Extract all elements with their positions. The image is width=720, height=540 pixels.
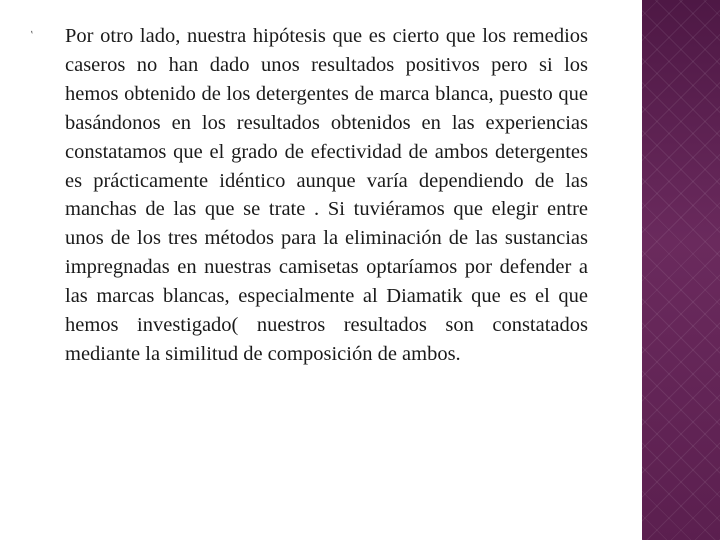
decorative-sidebar bbox=[642, 0, 720, 540]
body-paragraph: Por otro lado, nuestra hipótesis que es cierto que los remedios caseros no han dado unos resultados positivos pero si los hemos obtenido de los detergentes de marca blanca, puesto que basándonos en los resultados obtenidos en las experiencias constatamos que el grado de efectividad de ambos detergentes es prácticamente idéntico aunque varía dependiendo de las manchas de las que se trate . Si tuviéramos que elegir entre unos de los tres métodos para la eliminación de las sustancias impregnadas en nuestras camisetas optaríamos por defender a las marcas blancas, especialmente al Diamatik que es el que hemos investigado( nuestros resultados son constatados mediante la similitud de composición de ambos. bbox=[65, 25, 588, 365]
bullet-icon: ʽ bbox=[30, 30, 34, 43]
